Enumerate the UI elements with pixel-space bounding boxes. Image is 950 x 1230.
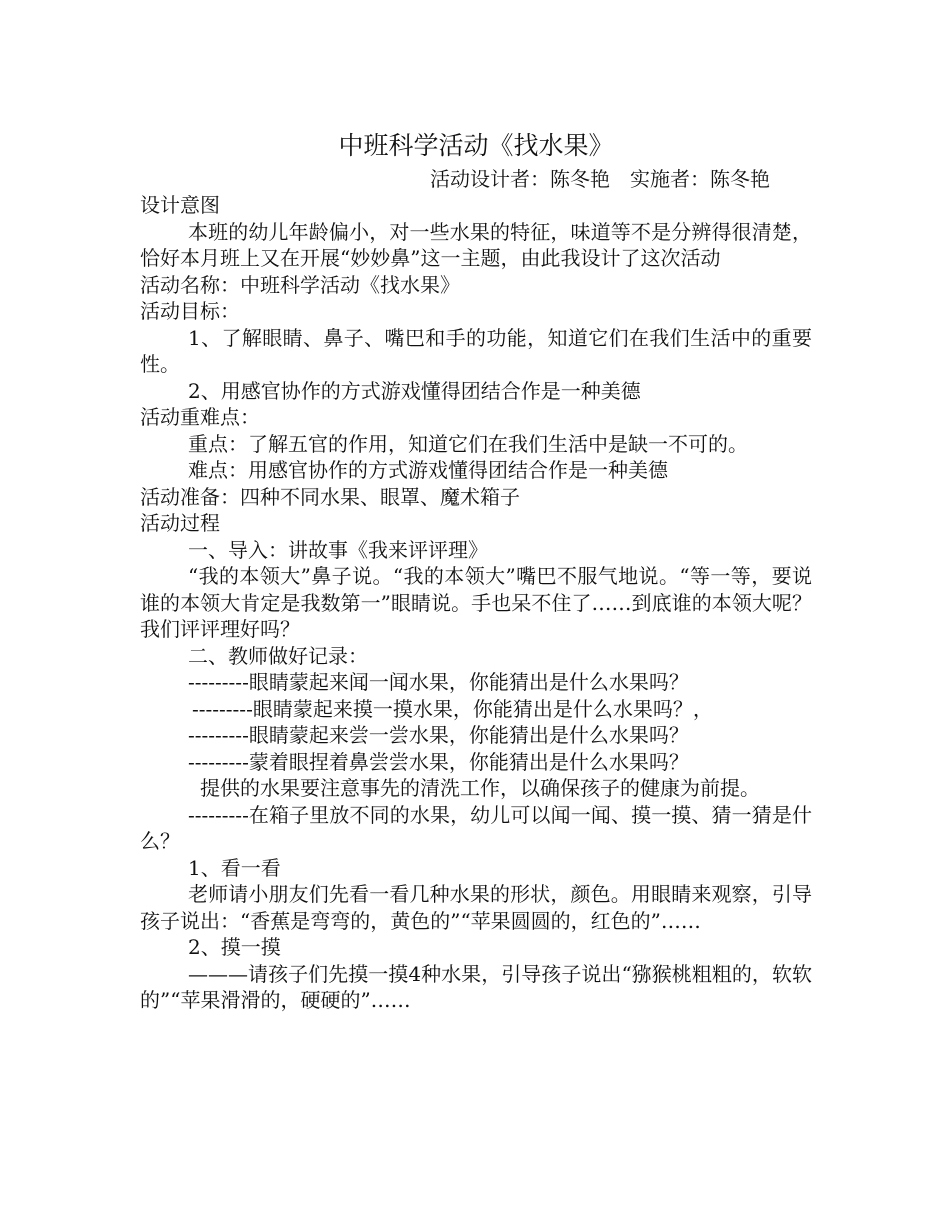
paragraph: 难点：用感官协作的方式游戏懂得团结合作是一种美德 — [188, 458, 668, 482]
paragraph: 本班的幼儿年龄偏小，对一些水果的特征，味道等不是分辨得很清楚，恰好本月班上又在开展“妙妙鼻”这一主题，由此我设计了这次活动 — [140, 219, 812, 270]
document-title: 中班科学活动《找水果》 — [338, 131, 614, 160]
list-item: ---------眼睛蒙起来尝一尝水果，你能猜出是什么水果吗？ — [188, 723, 689, 747]
paragraph: 提供的水果要注意事先的清洗工作，以确保孩子的健康为前提。 — [200, 776, 760, 800]
document-page — [140, 126, 812, 1014]
subsection-heading: 二、教师做好记录： — [188, 643, 368, 668]
list-item: ---------眼睛蒙起来摸一摸水果，你能猜出是什么水果吗？， — [192, 696, 713, 721]
list-item: ---------眼睛蒙起来闻一闻水果，你能猜出是什么水果吗？ — [188, 670, 689, 694]
paragraph: 老师请小朋友们先看一看几种水果的形状，颜色。用眼睛来观察，引导孩子说出：“香蕉是弯弯的，黄色的”“苹果圆圆的，红色的”…… — [140, 882, 812, 933]
paragraph: “我的本领大”鼻子说。“我的本领大”嘴巴不服气地说。“等一等，要说谁的本领大肯定是我数第一”眼睛说。手也呆不住了……到底谁的本领大呢？我们评评理好吗？ — [140, 564, 812, 641]
list-item: 1、了解眼睛、鼻子、嘴巴和手的功能，知道它们在我们生活中的重要性。 — [140, 325, 812, 376]
author-byline: 活动设计者：陈冬艳 实施者：陈冬艳 — [430, 167, 770, 191]
list-item: ---------在箱子里放不同的水果，幼儿可以闻一闻、摸一摸、猜一猜是什么？ — [140, 802, 812, 853]
paragraph: 重点：了解五官的作用，知道它们在我们生活中是缺一不可的。 — [188, 431, 748, 456]
subsection-heading: 1、看一看 — [188, 855, 281, 880]
section-heading: 活动准备：四种不同水果、眼罩、魔术箱子 — [140, 484, 520, 509]
subsection-heading: 2、摸一摸 — [188, 935, 281, 959]
subsection-heading: 一、导入：讲故事《我来评评理》 — [188, 537, 488, 562]
section-heading: 活动重难点： — [140, 405, 260, 429]
section-heading: 设计意图 — [140, 193, 220, 217]
section-heading: 活动目标： — [140, 299, 240, 323]
paragraph: ———请孩子们先摸一摸4种水果，引导孩子说出“猕猴桃粗粗的，软软的”“苹果滑滑的，硬硬的”…… — [140, 961, 812, 1012]
list-item: 2、用感官协作的方式游戏懂得团结合作是一种美德 — [188, 378, 641, 403]
list-item: ---------蒙着眼捏着鼻尝尝水果，你能猜出是什么水果吗？ — [188, 749, 689, 774]
section-heading: 活动名称：中班科学活动《找水果》 — [140, 272, 460, 297]
section-heading: 活动过程 — [140, 511, 220, 535]
